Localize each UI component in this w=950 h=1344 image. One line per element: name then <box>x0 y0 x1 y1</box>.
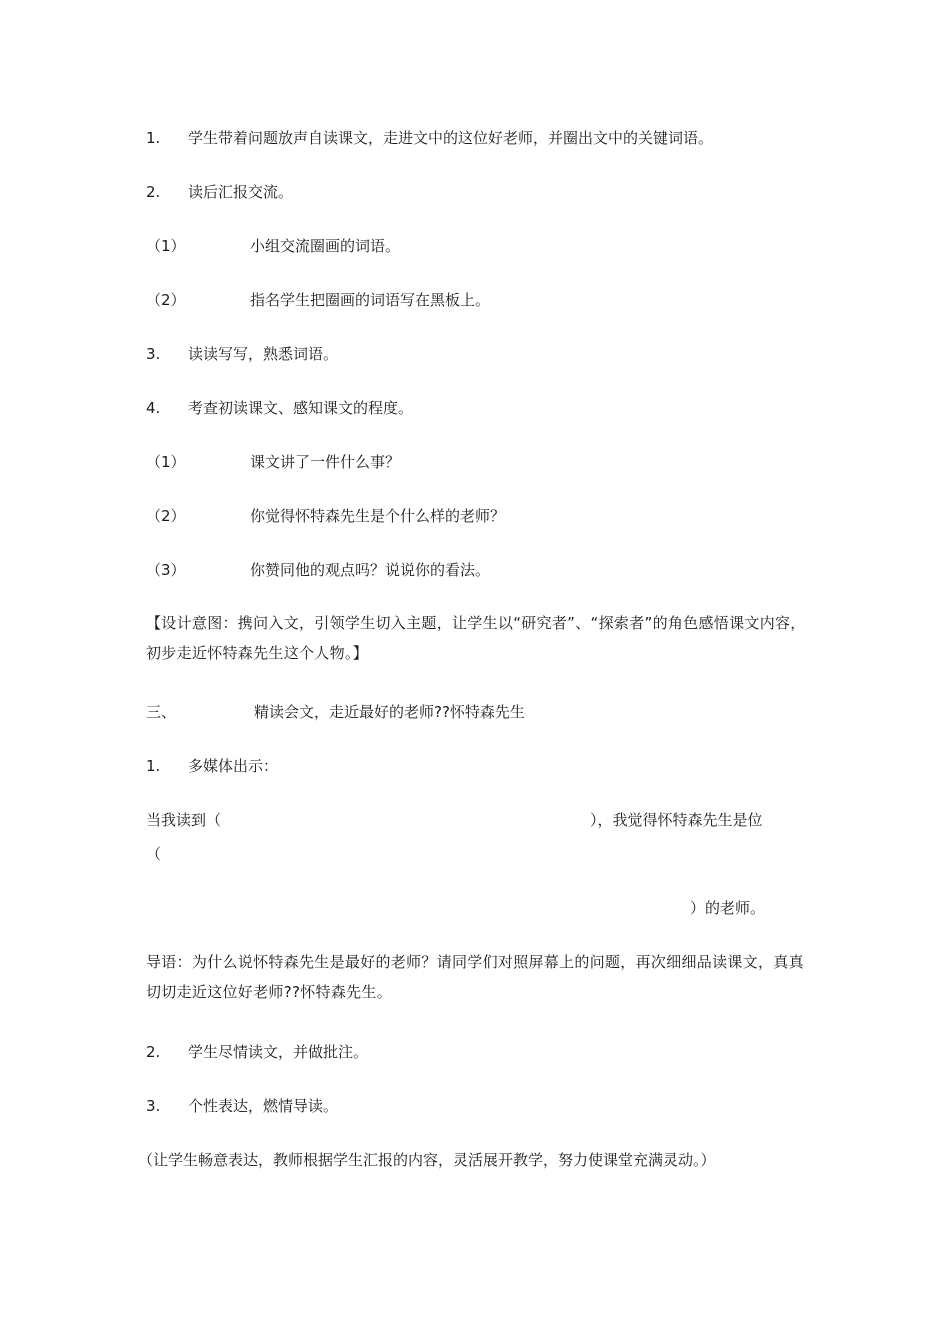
fill-blank-end: ）的老师。 <box>690 899 766 917</box>
list-item <box>146 344 338 364</box>
item-number: 3. <box>146 1097 161 1115</box>
list-item <box>146 1096 338 1116</box>
section-number: 三、 <box>146 703 177 721</box>
fill-blank-open-paren: （ <box>146 845 162 863</box>
item-number: 1. <box>146 757 161 775</box>
item-text: 你赞同他的观点吗？说说你的看法。 <box>250 561 491 579</box>
item-number: （1） <box>146 237 186 255</box>
design-intent: 【设计意图：携问入文，引领学生切入主题，让学生以“研究者”、“探索者”的角色感悟课文内容，初步走近怀特森先生这个人物。】 <box>146 614 806 662</box>
item-number: （3） <box>146 561 186 579</box>
item-text: 读后汇报交流。 <box>188 183 294 201</box>
list-item <box>146 398 413 418</box>
list-item <box>146 182 293 202</box>
list-item <box>146 128 713 148</box>
item-number: 3. <box>146 345 161 363</box>
item-number: 1. <box>146 129 161 147</box>
item-text: 课文讲了一件什么事？ <box>250 453 401 471</box>
sub-list-item <box>146 236 400 256</box>
guide-paragraph: 导语：为什么说怀特森先生是最好的老师？请同学们对照屏幕上的问题，再次细细品读课文，真真切切走近这位好老师??怀特森先生。 <box>146 953 804 1001</box>
item-number: （1） <box>146 453 186 471</box>
item-number: （2） <box>146 291 186 309</box>
section-title: 精读会文，走近最好的老师??怀特森先生 <box>254 703 525 721</box>
item-text: 小组交流圈画的词语。 <box>250 237 401 255</box>
item-number: 2. <box>146 183 161 201</box>
item-text: 个性表达，燃情导读。 <box>188 1097 339 1115</box>
fill-blank-middle: ），我觉得怀特森先生是位 <box>590 811 763 829</box>
sub-list-item <box>146 290 490 310</box>
item-number: 2. <box>146 1043 161 1061</box>
item-text: 学生尽情读文，并做批注。 <box>188 1043 369 1061</box>
item-text: 多媒体出示： <box>188 757 279 775</box>
sub-list-item <box>146 560 490 580</box>
sub-list-item <box>146 506 505 526</box>
section-heading <box>146 702 525 722</box>
item-text: 指名学生把圈画的词语写在黑板上。 <box>250 291 491 309</box>
item-number: 4. <box>146 399 161 417</box>
item-text: 你觉得怀特森先生是个什么样的老师？ <box>250 507 506 525</box>
item-text: 学生带着问题放声自读课文，走进文中的这位好老师，并圈出文中的关键词语。 <box>188 129 714 147</box>
list-item <box>146 1042 368 1062</box>
item-text: 考查初读课文、感知课文的程度。 <box>188 399 414 417</box>
item-number: （2） <box>146 507 186 525</box>
sub-list-item <box>146 452 400 472</box>
list-item <box>146 756 278 776</box>
item-text: 读读写写，熟悉词语。 <box>188 345 339 363</box>
fill-blank-start: 当我读到（ <box>146 811 222 829</box>
closing-note: （让学生畅意表达，教师根据学生汇报的内容，灵活展开教学，努力使课堂充满灵动。） <box>138 1151 716 1169</box>
